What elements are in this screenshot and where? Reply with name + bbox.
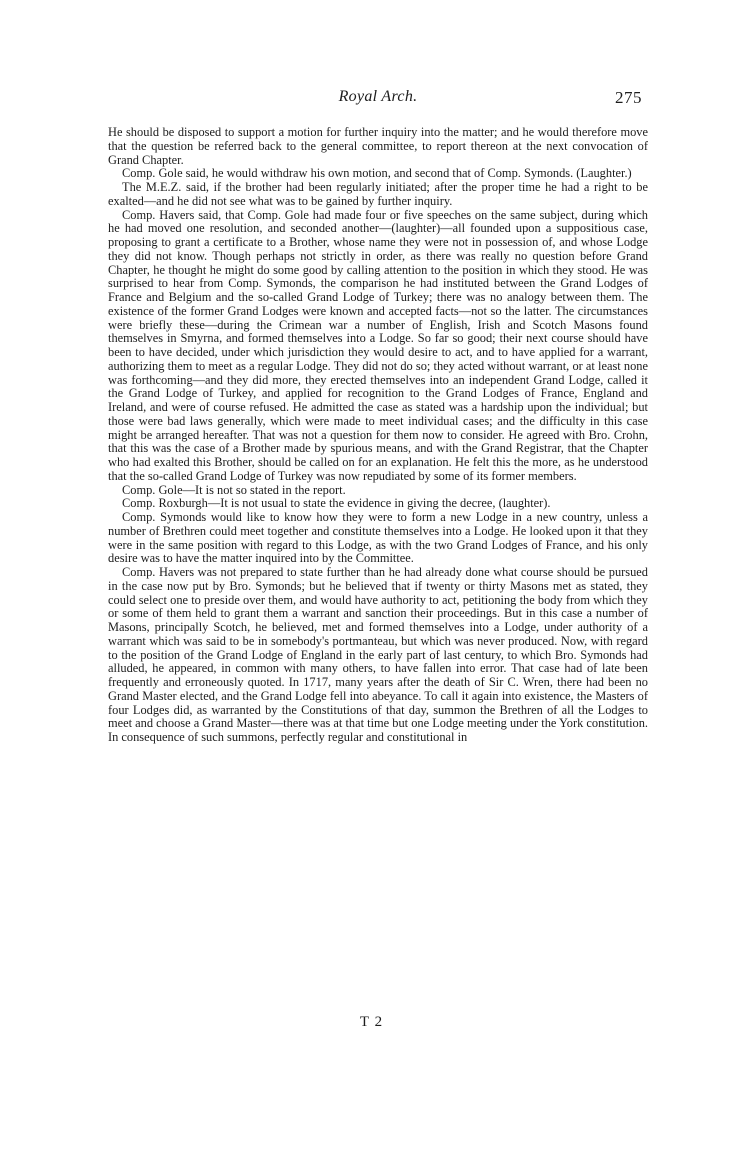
paragraph: He should be disposed to support a motion for further inquiry into the matter; and he would therefore move that the question be referred back to the general committee, to report thereon at the next convocation of Grand Chapter. — [108, 125, 648, 167]
paragraph: Comp. Havers said, that Comp. Gole had made four or five speeches on the same subject, during which he had moved one resolution, and seconded another—(laughter)—all founded upon a suppositious case, proposing to grant a certificate to a Brother, whose name they were not in possession of, and whose Lodge they did not know. Though perhaps not strictly in order, as there was really no question before Grand Chapter, he thought he might do some good by calling attention to the position in which they stood. He was surprised to hear from Comp. Symonds, the comparison he had instituted between the Grand Lodges of France and Belgium and the so-called Grand Lodge of Turkey; there was no analogy between them. The existence of the former Grand Lodges were known and accepted facts—not so the latter. The circumstances were briefly these—during the Crimean war a number of English, Irish and Scotch Masons found themselves in Smyrna, and formed themselves into a Lodge. So far so good; their next course should have been to have decided, under which jurisdiction they would desire to act, and to have applied for a warrant, authorizing them to meet as a regular Lodge. They did not do so; they acted without warrant, or at least none was forthcoming—and they did more, they erected themselves into an independent Grand Lodge, called it the Grand Lodge of Turkey, and applied for recognition to the Grand Lodges of France, England and Ireland, and were of course refused. He admitted the case as stated was a hardship upon the individual; but those were bad laws generally, which were made to meet individual cases; and the difficulty in this case might be arranged hereafter. That was not a question for them now to consider. He agreed with Bro. Crohn, that this was the case of a Brother made by spurious means, and with the Grand Registrar, that the Chapter who had exalted this Brother, should be called on for an explanation. He felt this the more, as he understood that the so-called Grand Lodge of Turkey was now repudiated by some of its former members. — [108, 207, 648, 483]
paragraph: Comp. Roxburgh—It is not usual to state the evidence in giving the decree, (laughter). — [122, 496, 551, 511]
signature-mark: T 2 — [359, 1014, 384, 1030]
page-number: 275 — [615, 88, 642, 107]
body-text — [108, 126, 648, 745]
paragraph: The M.E.Z. said, if the brother had been regularly initiated; after the proper time he had a right to be exalted—and he did not see what was to be gained by further inquiry. — [108, 180, 648, 208]
paragraph: Comp. Gole said, he would withdraw his own motion, and second that of Comp. Symonds. (Laughter.) — [122, 166, 632, 181]
paragraph: Comp. Gole—It is not so stated in the report. — [122, 482, 346, 497]
paragraph: Comp. Symonds would like to know how they were to form a new Lodge in a new country, unless a number of Brethren could meet together and constitute themselves into a Lodge. He looked upon it that they were in the same position with regard to this Lodge, as with the two Grand Lodges of France, and his only desire was to have the matter inquired into by the Committee. — [108, 510, 648, 566]
page-header — [108, 88, 648, 114]
running-title: Royal Arch. — [338, 88, 418, 105]
paragraph: Comp. Havers was not prepared to state further than he had already done what course should be pursued in the case now put by Bro. Symonds; but he believed that if twenty or thirty Masons met as stated, they could select one to preside over them, and would have authority to act, petitioning the body from which they or some of them held to grant them a warrant and sanction their proceedings. But in this case a number of Masons, principally Scotch, he believed, met and formed themselves into a Lodge, under authority of a warrant which was said to be in somebody's portmanteau, but which was never produced. Now, with regard to the position of the Grand Lodge of England in the early part of last century, to which Bro. Symonds had alluded, he appeared, in common with many others, to have fallen into error. That case had of late been frequently and erroneously quoted. In 1717, many years after the death of Sir C. Wren, there had been no Grand Master elected, and the Grand Lodge fell into abeyance. To call it again into existence, the Masters of four Lodges did, as warranted by the Constitutions of that day, summon the Brethren of all the Lodges to meet and choose a Grand Master—there was at that time but one Lodge meeting under the York constitution. In consequence of such summons, perfectly regular and constitutional in — [108, 565, 648, 744]
